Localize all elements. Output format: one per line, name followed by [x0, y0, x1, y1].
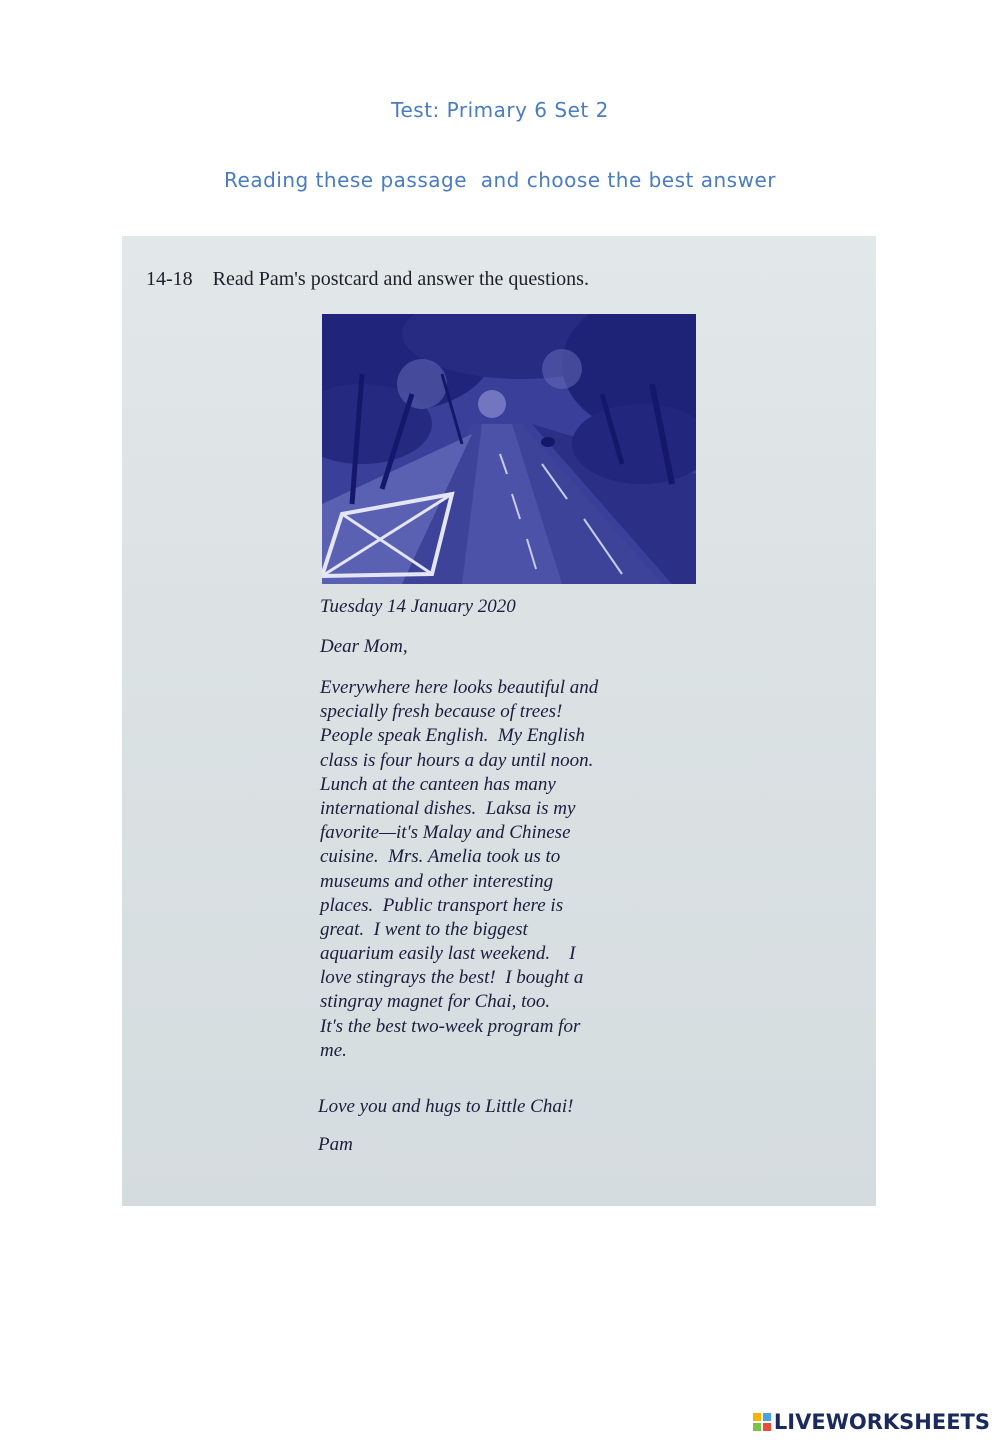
letter-body	[320, 676, 598, 1063]
liveworksheets-logo[interactable]	[752, 1411, 990, 1433]
letter-line: aquarium easily last weekend. I	[320, 943, 576, 965]
letter-line: Everywhere here looks beautiful and	[320, 677, 599, 698]
liveworksheets-logo-icon	[752, 1412, 772, 1432]
letter-line: specially fresh because of trees!	[320, 701, 563, 723]
letter-line: People speak English. My English	[320, 725, 585, 747]
tree-lined-road-photo	[322, 314, 696, 584]
letter-signature: Pam	[318, 1134, 353, 1155]
letter-line: It's the best two-week program for	[320, 1015, 581, 1037]
letter-line: favorite—it's Malay and Chinese	[320, 822, 571, 844]
letter-line: love stingrays the best! I bought a	[320, 967, 584, 989]
page-instructions: Reading these passage and choose the best answer	[224, 168, 776, 192]
letter-closing: Love you and hugs to Little Chai!	[318, 1096, 574, 1117]
letter-greeting: Dear Mom,	[320, 636, 408, 657]
letter-line: stingray magnet for Chai, too.	[320, 991, 551, 1013]
letter-line: class is four hours a day until noon.	[320, 749, 594, 771]
scanned-worksheet	[122, 236, 876, 1206]
letter-line: me.	[320, 1039, 347, 1061]
letter-line: cuisine. Mrs. Amelia took us to	[320, 846, 561, 868]
letter-line: international dishes. Laksa is my	[320, 797, 576, 819]
letter-line: great. I went to the biggest	[320, 918, 528, 940]
letter-line: museums and other interesting	[320, 870, 554, 892]
page-title: Test: Primary 6 Set 2	[391, 98, 609, 122]
letter-date: Tuesday 14 January 2020	[320, 596, 516, 617]
letter-line: Lunch at the canteen has many	[320, 773, 556, 795]
logo-text: LIVEWORKSHEETS	[773, 1410, 990, 1434]
exercise-header: 14-18 Read Pam's postcard and answer the questions.	[146, 268, 589, 290]
letter-line: places. Public transport here is	[320, 894, 564, 916]
